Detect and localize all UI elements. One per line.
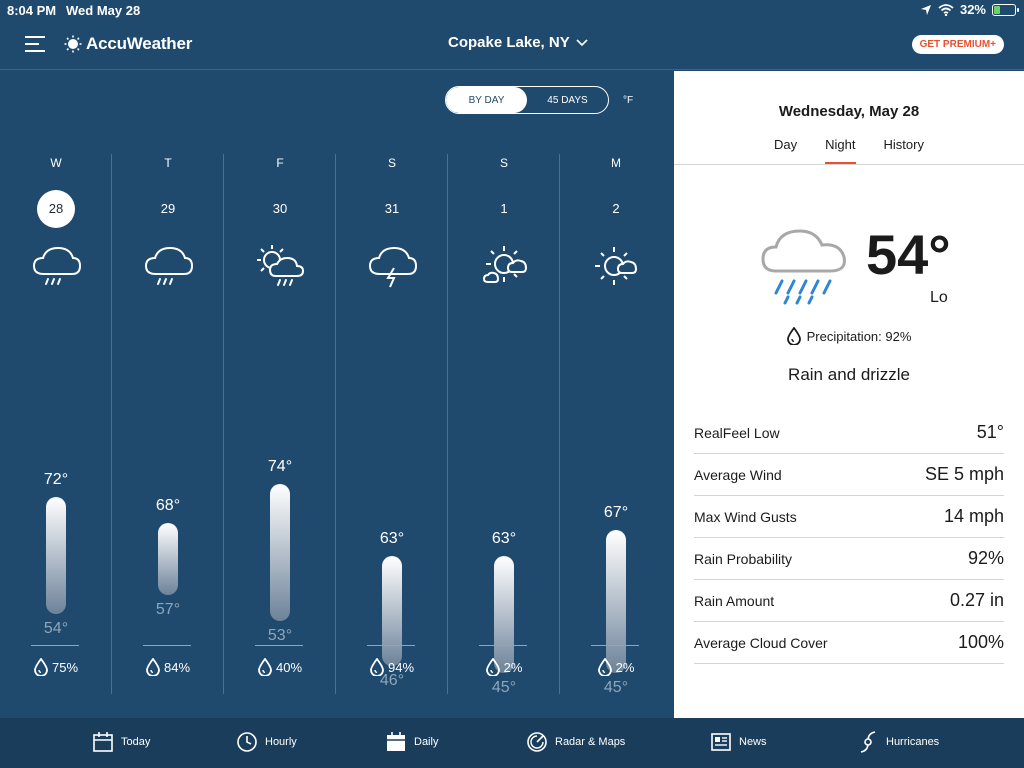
detail-row-label: Rain Amount [694, 592, 775, 609]
tab-news[interactable] [710, 731, 767, 753]
bottom-tab-bar [0, 718, 1024, 768]
status-bar [0, 0, 1024, 20]
detail-row [694, 580, 1004, 622]
precip-chance [448, 658, 560, 676]
detail-precip-text: Precipitation: 92% [806, 328, 912, 344]
day-detail-panel [674, 71, 1024, 718]
drop-icon [598, 658, 612, 676]
daily-forecast-panel [0, 71, 674, 718]
tab-news-label: News [739, 736, 767, 748]
detail-row [694, 538, 1004, 580]
high-temp: 63° [491, 529, 517, 547]
drop-icon [34, 658, 48, 676]
status-date: Wed May 28 [66, 3, 141, 18]
detail-precipitation [674, 327, 1024, 345]
battery-icon [992, 4, 1016, 16]
temp-range-bar [382, 556, 402, 667]
precip-chance [0, 658, 112, 676]
detail-row-label: Max Wind Gusts [694, 508, 797, 525]
day-of-week: S [499, 156, 508, 170]
battery-percent: 32% [959, 2, 986, 17]
newspaper-icon [710, 731, 732, 753]
low-temp: 46° [379, 672, 405, 689]
tab-radar-label: Radar & Maps [555, 736, 626, 748]
day-column[interactable] [560, 154, 672, 694]
tab-hurricanes[interactable] [857, 731, 939, 753]
day-column[interactable] [336, 154, 448, 694]
temperature-unit[interactable]: °F [623, 95, 634, 106]
rain-icon [142, 242, 194, 294]
day-date: 28 [37, 190, 75, 228]
precip-chance [560, 658, 672, 676]
day-column[interactable] [0, 154, 112, 694]
detail-tabs [674, 137, 1024, 165]
day-date: 30 [272, 201, 288, 216]
high-temp: 67° [603, 503, 629, 521]
status-time: 8:04 PM [7, 3, 57, 18]
temp-range-bar [494, 556, 514, 673]
detail-row-value: 92% [967, 548, 1004, 568]
detail-row [694, 622, 1004, 664]
detail-row-label: Average Cloud Cover [694, 634, 828, 651]
45-days-button[interactable]: 45 DAYS [547, 94, 588, 106]
detail-row-value: 14 mph [943, 506, 1004, 526]
day-date: 29 [160, 201, 176, 216]
location-selector[interactable] [448, 34, 588, 51]
day-date: 1 [500, 201, 508, 216]
tab-today-label: Today [121, 736, 151, 748]
day-date: 2 [612, 201, 620, 216]
low-temp: 45° [491, 678, 517, 696]
wifi-icon [938, 4, 954, 16]
tab-night[interactable]: Night [825, 137, 855, 165]
tab-daily-label: Daily [414, 736, 439, 748]
low-temp: 57° [155, 600, 181, 618]
calendar-icon [92, 731, 114, 753]
precip-divider [367, 645, 415, 646]
status-indicators [920, 2, 1016, 17]
precip-value: 94% [387, 659, 415, 675]
tab-day[interactable]: Day [774, 137, 798, 152]
day-of-week: T [164, 156, 172, 170]
detail-row-label: Rain Probability [694, 550, 793, 567]
tab-hurricanes-label: Hurricanes [886, 736, 940, 748]
partly-sunny-icon [478, 242, 530, 294]
location-arrow-icon [920, 4, 932, 16]
detail-lo-label: Lo [930, 289, 948, 306]
precip-divider [479, 645, 527, 646]
tab-today[interactable] [92, 731, 150, 753]
drop-icon [370, 658, 384, 676]
precip-divider [31, 645, 79, 646]
thunderstorm-icon [366, 242, 418, 294]
precip-value: 2% [503, 659, 523, 675]
precip-chance [112, 658, 224, 676]
clock-icon [236, 731, 258, 753]
detail-phrase: Rain and drizzle [788, 365, 910, 384]
precip-value: 84% [163, 659, 191, 675]
temp-range-bar [270, 484, 290, 621]
detail-row-value: 100% [957, 632, 1004, 652]
chevron-down-icon [576, 39, 588, 47]
tab-daily[interactable] [385, 731, 438, 753]
precip-value: 75% [51, 659, 79, 675]
location-name: Copake Lake, NY [448, 34, 570, 51]
detail-row-value: 0.27 in [949, 590, 1004, 610]
high-temp: 74° [267, 458, 293, 475]
high-temp: 63° [379, 529, 405, 547]
detail-row [694, 496, 1004, 538]
detail-row [694, 412, 1004, 454]
detail-row-label: Average Wind [694, 466, 782, 483]
precip-chance [336, 658, 448, 676]
by-day-button[interactable]: BY DAY [446, 87, 527, 113]
drop-icon [787, 327, 801, 345]
sun-cloud-rain-icon [254, 242, 306, 294]
hurricane-icon [857, 731, 879, 753]
tab-hourly[interactable] [236, 731, 297, 753]
rain-icon [30, 242, 82, 294]
day-column[interactable] [224, 154, 336, 694]
brand-logo [64, 34, 192, 54]
tab-radar-maps[interactable] [526, 731, 625, 753]
day-of-week: M [611, 156, 621, 170]
app-header [0, 20, 1024, 70]
drop-icon [146, 658, 160, 676]
precip-value: 40% [275, 659, 303, 675]
day-of-week: S [387, 156, 396, 170]
low-temp: 45° [603, 678, 629, 696]
detail-row-value: SE 5 mph [924, 464, 1004, 484]
precip-divider [591, 645, 639, 646]
menu-button[interactable] [25, 36, 45, 52]
radar-icon [526, 731, 548, 753]
rain-icon [760, 223, 850, 309]
detail-date: Wednesday, May 28 [778, 103, 920, 120]
tab-hourly-label: Hourly [265, 736, 297, 748]
brand-name: AccuWeather [86, 34, 193, 53]
mostly-sunny-icon [590, 242, 642, 294]
precip-divider [255, 645, 303, 646]
high-temp: 68° [155, 497, 181, 514]
day-column[interactable] [112, 154, 224, 694]
precip-value: 2% [615, 659, 635, 675]
precip-divider [143, 645, 191, 646]
day-of-week: W [50, 156, 62, 170]
sun-logo-icon [64, 35, 82, 53]
temp-range-bar [158, 523, 178, 595]
drop-icon [486, 658, 500, 676]
calendar-filled-icon [385, 731, 407, 753]
day-of-week: F [276, 156, 284, 170]
high-temp: 72° [43, 471, 69, 488]
temp-range-bar [46, 497, 66, 614]
low-temp: 53° [267, 626, 293, 644]
detail-row [694, 454, 1004, 496]
detail-divider [674, 164, 1024, 165]
detail-row-value: 51° [976, 422, 1004, 442]
low-temp: 54° [43, 620, 69, 637]
detail-temperature: 54° [866, 223, 951, 286]
day-column[interactable] [448, 154, 560, 694]
precip-chance [224, 658, 336, 676]
detail-row-label: RealFeel Low [694, 424, 780, 441]
temp-range-bar [606, 530, 626, 673]
day-date: 31 [384, 201, 400, 216]
tab-history[interactable]: History [883, 137, 924, 152]
detail-rows [694, 412, 1004, 664]
get-premium-button[interactable]: GET PREMIUM+ [912, 35, 1004, 54]
drop-icon [258, 658, 272, 676]
view-toggle [445, 86, 609, 114]
